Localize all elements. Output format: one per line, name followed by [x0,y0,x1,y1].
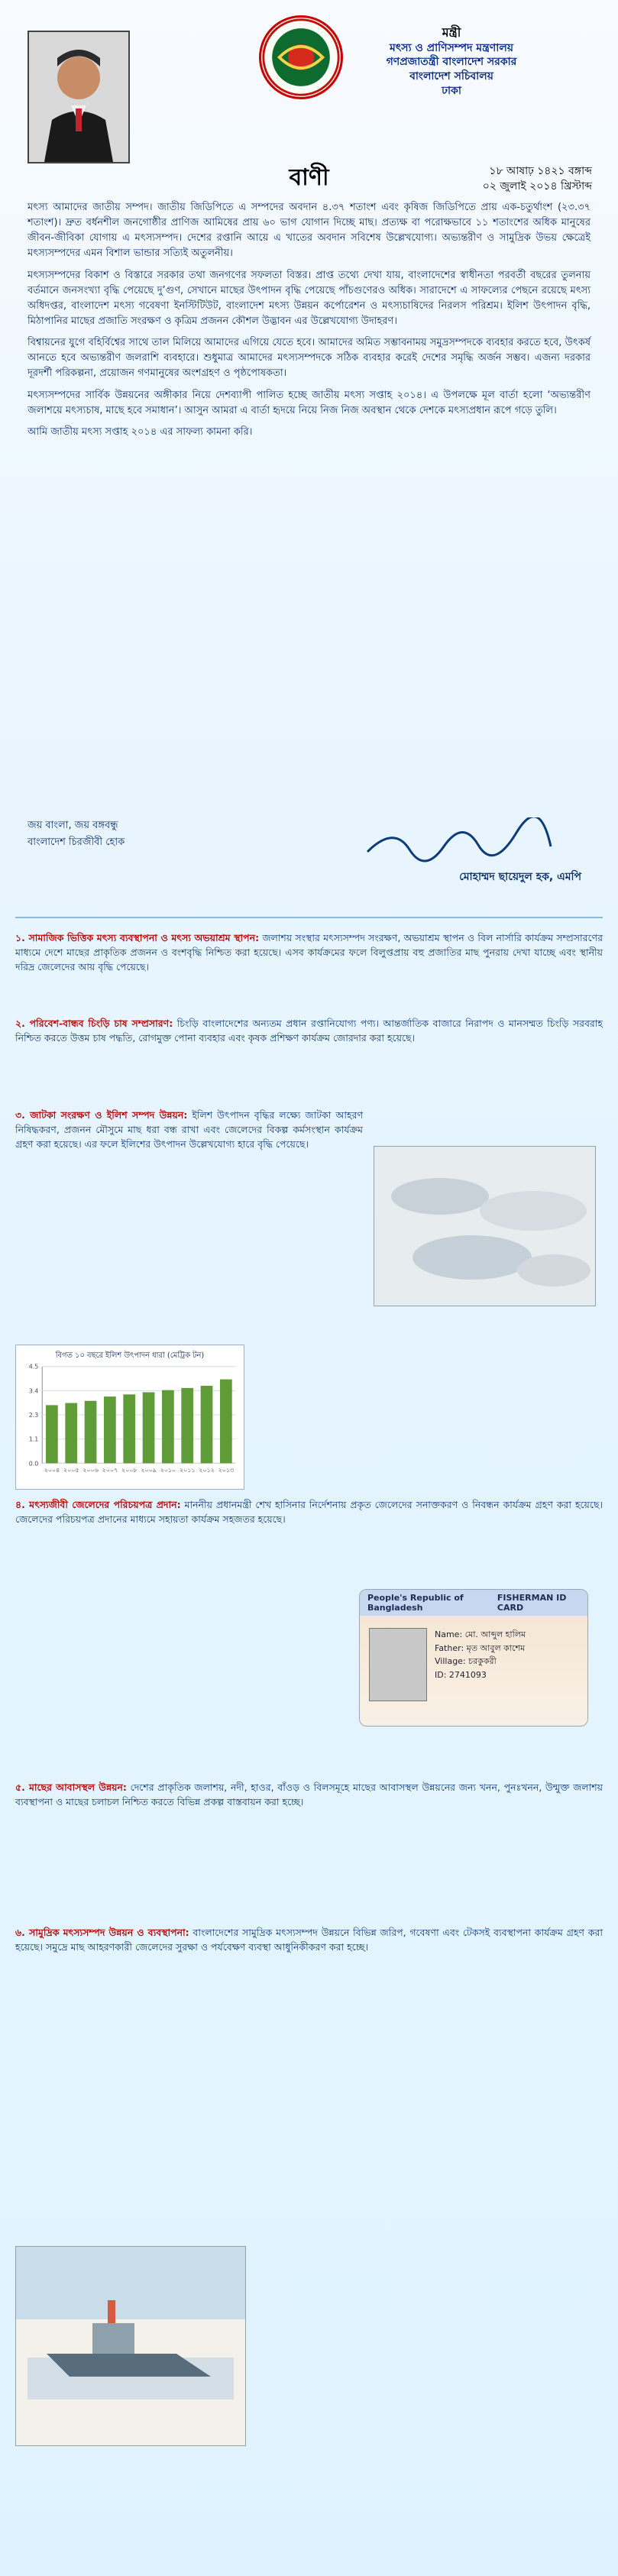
section-4 [15,1497,603,1526]
date-bangla: ১৮ আষাঢ় ১৪২১ বঙ্গাব্দ [489,165,592,177]
chart-bar [46,1405,58,1463]
chart-x-tick-label: ২০১৩ [218,1467,235,1474]
government-name: গণপ্রজাতন্ত্রী বাংলাদেশ সরকার [386,56,517,69]
id-card-content [369,1628,578,1717]
id-card-photo [369,1628,427,1701]
secretariat-name: বাংলাদেশ সচিবালয় [409,70,493,83]
chart-y-tick-label: 3.4 [28,1387,39,1395]
fish-photo [374,1146,596,1306]
section-2-body: চিংড়ি বাংলাদেশের অন্যতম প্রধান রপ্তানিযোগ্য পণ্য। আন্তর্জাতিক বাজারে নিরাপদ ও মানসম্মত চিংড়ি সরবরাহ নিশ্চিত করতে উত্তম চাষ পদ্ধতি, রোগমুক্ত পোনা ব্যবহার এবং কৃষক প্রশিক্ষণ কার্যক্রম জোরদার করা হয়েছে। [15,1018,603,1044]
chart-bar [201,1386,213,1463]
divider [15,917,603,918]
chart-bar [143,1392,155,1463]
signature-area [28,817,590,909]
chart-y-tick-label: 4.5 [28,1363,39,1371]
chart-x-tick-label: ২০০৯ [141,1467,157,1474]
section-6-title: ৬. সামুদ্রিক মৎস্যসম্পদ উন্নয়ন ও ব্যবস্থাপনা: [15,1927,189,1938]
date-english: ০২ জুলাই ২০১৪ খ্রিস্টাব্দ [482,180,592,193]
chart-bar [65,1403,77,1464]
chart-x-tick-label: ২০০৫ [63,1467,79,1474]
ministry-name: মৎস্য ও প্রাণিসম্পদ মন্ত্রণালয় [390,41,513,54]
section-4-title: ৪. মৎস্যজীবী জেলেদের পরিচয়পত্র প্রদান: [15,1499,181,1510]
section-2 [15,1016,603,1045]
chart-y-tick-label: 1.1 [28,1435,39,1443]
message-paragraph-1: মৎস্য আমাদের জাতীয় সম্পদ। জাতীয় জিডিপিতে এ সম্পদের অবদান ৪.৩৭ শতাংশ এবং কৃষিজ জিডিপিতে প্রায় এক-চতুর্থাংশ (২৩.৩৭ শতাংশ)। দ্রুত বর্ধনশীল জনগোষ্ঠীর প্রাণিজ আমিষের প্রায় ৬০ ভাগ যোগান দিচ্ছে মাছ। প্রত্যক্ষ বা পরোক্ষভাবে ১১ শতাংশের অধিক মানুষের জীবন-জীবিকা যোগায় এ মৎস্যসম্পদ। দেশের রপ্তানি আয়ে এ খাতের অবদান সবিশেষ উল্লেখযোগ্য। অভ্যন্তরীণ ও সামুদ্রিক উভয় ক্ষেত্রেই মৎস্যসম্পদের এমন বিশাল ভান্ডার সত্যিই অতুলনীয়। [28,202,590,260]
minister-title: মন্ত্রী [442,25,461,40]
section-3-body: ইলিশ উৎপাদন বৃদ্ধির লক্ষ্যে জাটকা আহরণ নিষিদ্ধকরণ, প্রজনন মৌসুমে মাছ ধরা বন্ধ রাখা এবং জেলেদের বিকল্প কর্মসংস্থান কার্যক্রম গ্রহণ করা হয়েছে। এর ফলে ইলিশের উৎপাদন উল্লেখযোগ্য হারে বৃদ্ধি পেয়েছে। [15,1109,364,1150]
chart-bar [104,1396,116,1463]
section-6-body: বাংলাদেশের সামুদ্রিক মৎস্যসম্পদ উন্নয়নে বিভিন্ন জরিপ, গবেষণা এবং টেকসই ব্যবস্থাপনা কার্যক্রম গ্রহণ করা হয়েছে। সমুদ্রে মাছ আহরণকারী জেলেদের সুরক্ষা ও পর্যবেক্ষণ ব্যবস্থা আধুনিকীকরণ করা হচ্ছে। [15,1927,603,1953]
chart-x-tick-label: ২০১২ [199,1467,215,1474]
id-card-details [435,1628,578,1681]
chart-bar [162,1390,174,1464]
chart-y-tick-label: 0.0 [28,1460,39,1468]
id-card-header-right: FISHERMAN ID CARD [497,1593,567,1613]
chart-x-tick-label: ২০১০ [160,1467,176,1474]
ship-photo [15,2246,246,2446]
section-5-title: ৫. মাছের আবাসস্থল উন্নয়ন: [15,1782,127,1793]
ministry-header [314,24,589,99]
id-card-line-3: Village: চরকুকরী [435,1656,497,1667]
chart-x-tick-label: ২০০৭ [102,1467,118,1474]
closing-line-1: জয় বাংলা, জয় বঙ্গবন্ধু [28,820,118,831]
city-name: ঢাকা [442,85,461,98]
chart-x-tick-label: ২০০৬ [83,1467,99,1474]
chart-bar [85,1401,97,1464]
fisherman-id-card [359,1589,588,1727]
signer-name: মোহাম্মদ ছায়েদুল হক, এমপি [459,871,581,883]
id-card-header-left: People's Republic of Bangladesh [367,1593,464,1613]
section-1 [15,930,603,974]
message-dates [483,163,592,195]
signature [352,817,581,886]
section-1-body: জলাশয় সংস্থার মৎস্যসম্পদ সংরক্ষণ, অভয়াশ্রম স্থাপন ও বিল নার্সারি কার্যক্রম সম্প্রসারণের মাধ্যমে দেশে মাছের প্রাকৃতিক প্রজনন ও বংশবৃদ্ধি নিশ্চিত করা হয়েছে। এসব কার্যক্রমের ফলে বিলুপ্তপ্রায় বহু প্রজাতির মাছ পুনরায় দেখা যাচ্ছে এবং স্থানীয় দরিদ্র জেলেদের আয় বৃদ্ধি পেয়েছে। [15,932,603,972]
chart-title: বিগত ১০ বছরে ইলিশ উৎপাদন ধারা (মেট্রিক টন) [55,1351,205,1360]
chart-y-tick-label: 2.3 [28,1412,39,1419]
section-5 [15,1780,603,1809]
id-card-header [360,1590,587,1616]
closing-line-2: বাংলাদেশ চিরজীবী হোক [28,837,125,849]
chart-bar [123,1394,135,1463]
portrait-photo [28,31,130,163]
section-2-title: ২. পরিবেশ-বান্ধব চিংড়ি চাষ সম্প্রসারণ: [15,1018,173,1029]
minister-message [28,200,590,446]
message-paragraph-5: আমি জাতীয় মৎস্য সপ্তাহ ২০১৪ এর সাফল্য কামনা করি। [28,426,253,438]
chart-x-tick-label: ২০০৪ [44,1467,60,1474]
chart-x-tick-label: ২০০৮ [121,1467,138,1474]
message-paragraph-2: মৎস্যসম্পদের বিকাশ ও বিস্তারে সরকার তথা জনগণের সফলতা বিস্তর। প্রাপ্ত তথ্যে দেখা যায়, বাংলাদেশের স্বাধীনতা পরবর্তী বছরের তুলনায় বর্তমানে জনসংখ্যা বৃদ্ধি পেয়েছে দু’গুণ, সেখানে মাছের উৎপাদন বৃদ্ধি পেয়েছে পাঁচগুণেরও অধিক। সারাদেশে এ সাফল্যের পেছনে রয়েছে মৎস্য অধিদপ্তর, বাংলাদেশ মৎস্য গবেষণা ইনস্টিটিউট, বাংলাদেশ মৎস্য উন্নয়ন কর্পোরেশন ও মৎস্যচাষিদের নিরলস পরিশ্রম। ইলিশ উৎপাদন বৃদ্ধি, মিঠাপানির মাছের প্রজাতি সংরক্ষণ ও কৃত্রিম প্রজনন কৌশল উদ্ভাবন এর উল্লেখযোগ্য উদাহরণ। [28,269,590,327]
section-4-body: মাননীয় প্রধানমন্ত্রী শেখ হাসিনার নির্দেশনায় প্রকৃত জেলেদের সনাক্তকরণ ও নিবন্ধন কার্যক্রম গ্রহণ করা হয়েছে। জেলেদের পরিচয়পত্র প্রদানের মাধ্যমে সহায়তা কার্যক্রম সহজতর হয়েছে। [15,1499,603,1525]
id-card-line-4: ID: 2741093 [435,1669,487,1680]
section-5-body: দেশের প্রাকৃতিক জলাশয়, নদী, হাওর, বাঁওড় ও বিলসমূহে মাছের আবাসস্থল উন্নয়নের জন্য খনন, পুনঃখনন, উন্মুক্ত জলাশয় ব্যবস্থাপনা ও মাছের চলাচল নিশ্চিত করতে বিভিন্ন প্রকল্প বাস্তবায়ন করা হচ্ছে। [15,1782,603,1807]
hilsa-chart [15,1345,244,1490]
closing-lines [28,817,125,851]
id-card-line-1: Name: মো. আব্দুল হালিম [435,1629,526,1639]
message-heading: বাণী [289,164,329,191]
section-1-title: ১. সামাজিক ভিত্তিক মৎস্য ব্যবস্থাপনা ও মৎস্য অভয়াশ্রম স্থাপন: [15,932,260,943]
section-6 [15,1925,603,1954]
chart-x-tick-label: ২০১১ [179,1467,196,1474]
chart-bar [220,1380,232,1464]
message-paragraph-4: মৎস্যসম্পদের সার্বিক উন্নয়নের অঙ্গীকার নিয়ে দেশব্যাপী পালিত হচ্ছে জাতীয় মৎস্য সপ্তাহ ২০১৪। এ উপলক্ষে মূল বার্তা হলো ‘অভ্যন্তরীণ জলাশয়ে মৎস্যচাষ, মাছে হবে সমাধান’। আসুন আমরা এ বার্তা হৃদয়ে নিয়ে নিজ নিজ অবস্থান থেকে দেশকে মৎস্যপ্রধান রূপে গড়ে তুলি। [28,389,590,416]
header [18,15,600,168]
chart-bar [181,1388,193,1464]
id-card-line-2: Father: মৃত আবুল কাশেম [435,1642,526,1653]
message-paragraph-3: বিশ্বায়নের যুগে বহির্বিশ্বের সাথে তাল মিলিয়ে আমাদের এগিয়ে যেতে হবে। আমাদের অমিত সম্ভাবনাময় সমুদ্রসম্পদকে ব্যবহার করতে হবে, উৎকর্ষ আনতে হবে অভ্যন্তরীণ জলরাশি ব্যবহারে। শুধুমাত্র আমাদের মৎস্যসম্পদকে সঠিক ব্যবহার করেই দেশের সমৃদ্ধি অর্জন সম্ভব। এজন্য দরকার দূরদর্শী পরিকল্পনা, প্রয়োজন গণমানুষের অংশগ্রহণ ও পৃষ্ঠপোষকতা। [28,337,590,380]
section-3 [15,1108,363,1151]
section-3-title: ৩. জাটকা সংরক্ষণ ও ইলিশ সম্পদ উন্নয়ন: [15,1109,188,1121]
